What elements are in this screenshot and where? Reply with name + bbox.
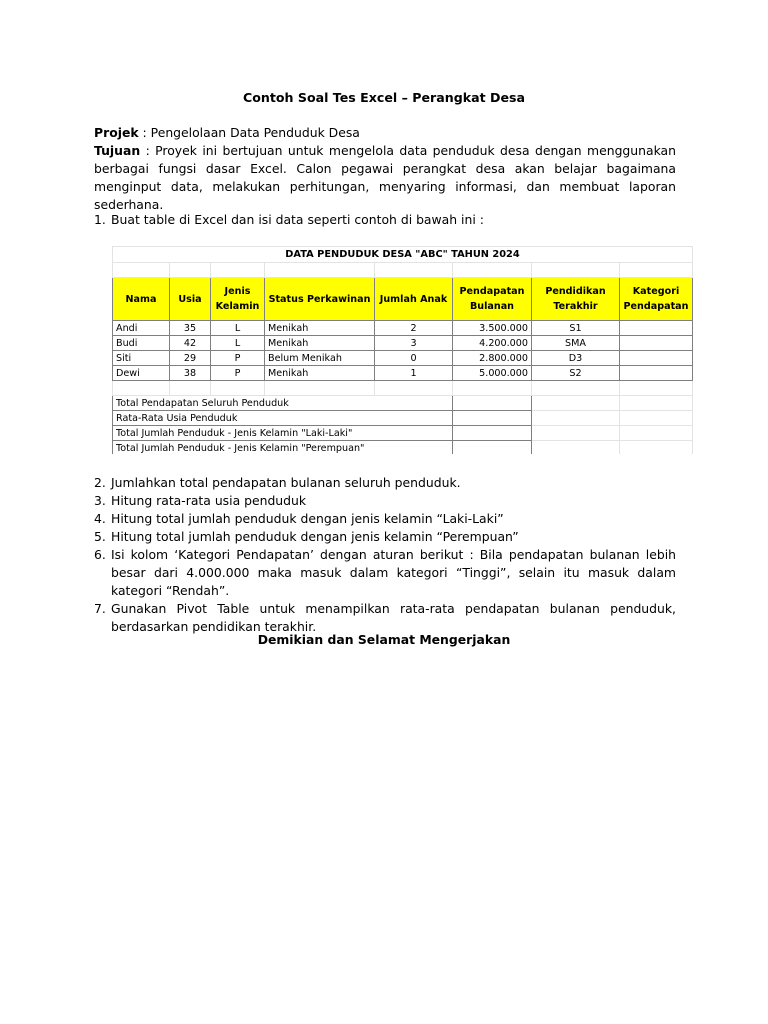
task-list-first	[94, 211, 676, 229]
tujuan-label: Tujuan	[94, 143, 141, 158]
projek-text: : Pengelolaan Data Penduduk Desa	[138, 125, 360, 140]
summary-value	[453, 396, 532, 411]
summary-value	[453, 441, 532, 455]
summary-row	[113, 441, 693, 455]
cell-anak: 3	[375, 336, 453, 351]
task-number: 7.	[94, 601, 106, 616]
cell-pendidikan: S2	[532, 366, 620, 381]
table-row	[113, 351, 693, 366]
task-item	[94, 600, 676, 636]
cell-pendapatan: 5.000.000	[453, 366, 532, 381]
cell-pendapatan: 2.800.000	[453, 351, 532, 366]
cell-pendapatan: 4.200.000	[453, 336, 532, 351]
excel-table	[112, 246, 693, 454]
task-number: 3.	[94, 493, 106, 508]
projek-label: Projek	[94, 125, 139, 140]
cell-nama: Andi	[113, 321, 170, 336]
task-item	[94, 510, 676, 528]
intro-paragraph	[94, 124, 676, 214]
cell-jk: P	[211, 351, 265, 366]
summary-label: Rata-Rata Usia Penduduk	[113, 411, 453, 426]
header-cell: Nama	[113, 278, 170, 321]
cell-pendapatan: 3.500.000	[453, 321, 532, 336]
task-number: 5.	[94, 529, 106, 544]
cell-status: Belum Menikah	[265, 351, 375, 366]
cell-kategori	[620, 321, 693, 336]
summary-value	[453, 426, 532, 441]
cell-anak: 2	[375, 321, 453, 336]
summary-value	[453, 411, 532, 426]
task-item	[94, 492, 676, 510]
cell-status: Menikah	[265, 321, 375, 336]
summary-label: Total Pendapatan Seluruh Penduduk	[113, 396, 453, 411]
header-cell: Jenis Kelamin	[211, 278, 265, 321]
cell-usia: 38	[170, 366, 211, 381]
task-item	[94, 211, 676, 229]
task-item	[94, 474, 676, 492]
closing-text: Demikian dan Selamat Mengerjakan	[257, 632, 511, 647]
header-cell: Usia	[170, 278, 211, 321]
header-cell: Jumlah Anak	[375, 278, 453, 321]
cell-usia: 35	[170, 321, 211, 336]
table-row	[113, 321, 693, 336]
cell-usia: 42	[170, 336, 211, 351]
task-number: 4.	[94, 511, 106, 526]
cell-kategori	[620, 366, 693, 381]
tujuan-text: : Proyek ini bertujuan untuk mengelola data penduduk desa dengan menggunakan berbagai fungsi dasar Excel. Calon pegawai perangkat desa akan belajar bagaimana menginput data, melakukan perhitungan, menyaring informasi, dan membuat laporan sederhana.	[94, 143, 676, 212]
cell-anak: 0	[375, 351, 453, 366]
summary-row	[113, 411, 693, 426]
summary-label: Total Jumlah Penduduk - Jenis Kelamin "Perempuan"	[113, 441, 453, 455]
task-number: 6.	[94, 547, 106, 562]
header-cell: Status Perkawinan	[265, 278, 375, 321]
cell-nama: Budi	[113, 336, 170, 351]
cell-anak: 1	[375, 366, 453, 381]
header-cell: Pendidikan Terakhir	[532, 278, 620, 321]
task-text: Hitung rata-rata usia penduduk	[111, 493, 307, 508]
summary-label: Total Jumlah Penduduk - Jenis Kelamin "Laki-Laki"	[113, 426, 453, 441]
projek-line	[94, 124, 676, 142]
cell-nama: Siti	[113, 351, 170, 366]
cell-jk: L	[211, 321, 265, 336]
task-text: Hitung total jumlah penduduk dengan jenis kelamin “Perempuan”	[111, 529, 519, 544]
cell-jk: L	[211, 336, 265, 351]
document-title: Contoh Soal Tes Excel – Perangkat Desa	[243, 90, 525, 105]
cell-usia: 29	[170, 351, 211, 366]
cell-kategori	[620, 336, 693, 351]
cell-pendidikan: SMA	[532, 336, 620, 351]
task-number: 2.	[94, 475, 106, 490]
task-text: Gunakan Pivot Table untuk menampilkan rata-rata pendapatan bulanan penduduk, berdasarkan pendidikan terakhir.	[111, 601, 676, 634]
cell-nama: Dewi	[113, 366, 170, 381]
summary-row	[113, 396, 693, 411]
task-text: Isi kolom ‘Kategori Pendapatan’ dengan aturan berikut : Bila pendapatan bulanan lebih besar dari 4.000.000 maka masuk dalam kategori “Tinggi”, selain itu masuk dalam kategori “Rendah”.	[111, 547, 676, 598]
task-number: 1.	[94, 212, 106, 227]
task-text: Hitung total jumlah penduduk dengan jenis kelamin “Laki-Laki”	[111, 511, 504, 526]
cell-pendidikan: S1	[532, 321, 620, 336]
sheet-header-row	[113, 278, 693, 321]
cell-pendidikan: D3	[532, 351, 620, 366]
cell-kategori	[620, 351, 693, 366]
task-item	[94, 546, 676, 600]
summary-row	[113, 426, 693, 441]
header-cell: Pendapatan Bulanan	[453, 278, 532, 321]
header-cell: Kategori Pendapatan	[620, 278, 693, 321]
excel-sheet-image	[112, 246, 694, 454]
task-text: Buat table di Excel dan isi data seperti contoh di bawah ini :	[111, 212, 484, 227]
task-text: Jumlahkan total pendapatan bulanan seluruh penduduk.	[111, 475, 461, 490]
table-row	[113, 336, 693, 351]
table-row	[113, 366, 693, 381]
cell-jk: P	[211, 366, 265, 381]
task-list-rest	[94, 474, 676, 636]
tujuan-line	[94, 142, 676, 214]
sheet-title: DATA PENDUDUK DESA "ABC" TAHUN 2024	[113, 247, 693, 263]
task-item	[94, 528, 676, 546]
cell-status: Menikah	[265, 366, 375, 381]
cell-status: Menikah	[265, 336, 375, 351]
